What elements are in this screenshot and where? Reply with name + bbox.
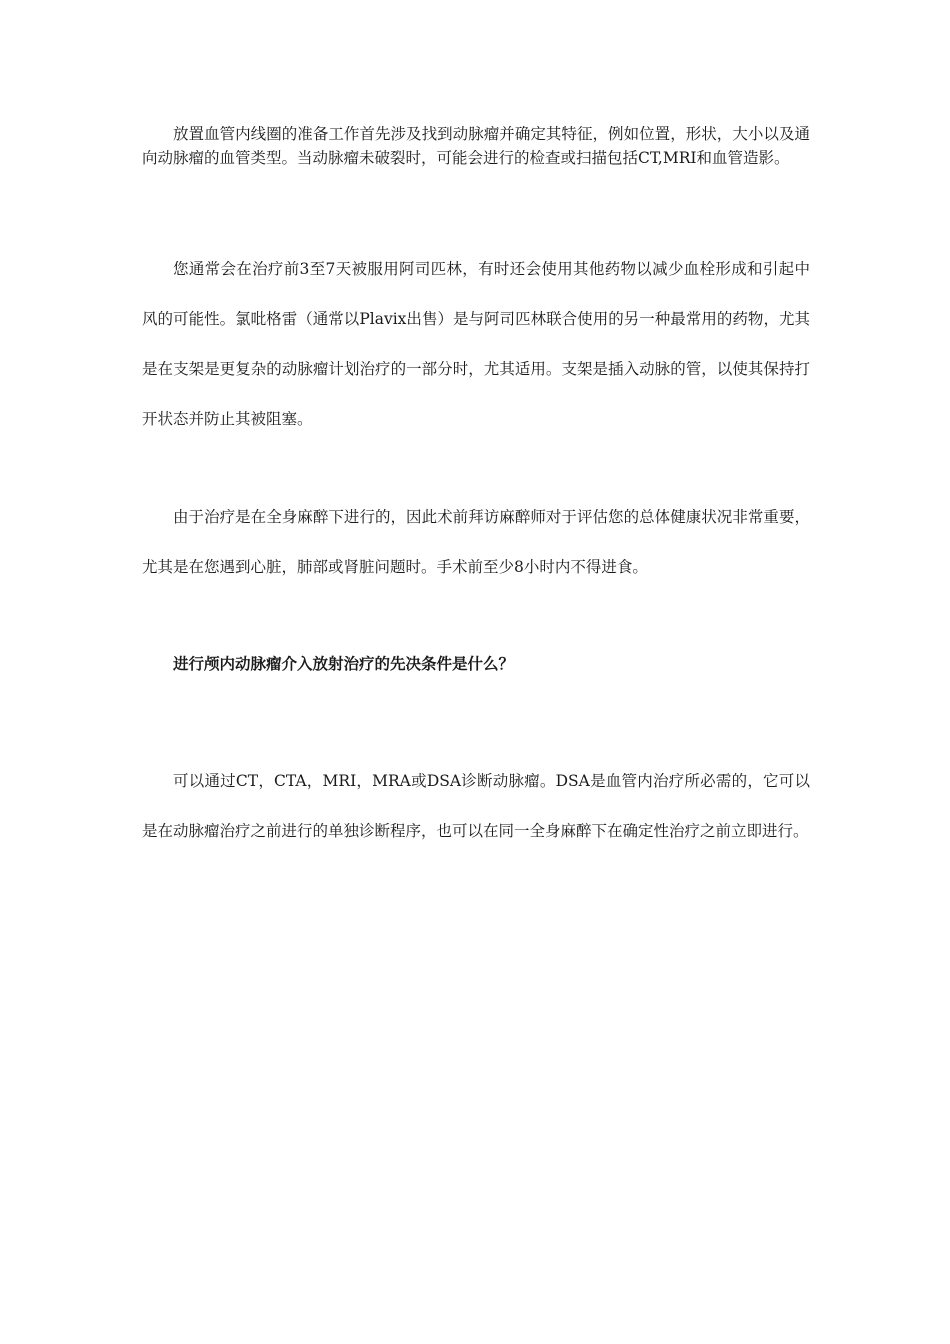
paragraph-diagnosis: 可以通过CT，CTA，MRI，MRA或DSA诊断动脉瘤。DSA是血管内治疗所必需的，它可以是在动脉瘤治疗之前进行的单独诊断程序，也可以在同一全身麻醉下在确定性治疗之前立即进行。 xyxy=(142,772,810,840)
paragraph-preparation: 放置血管内线圈的准备工作首先涉及找到动脉瘤并确定其特征，例如位置，形状，大小以及通向动脉瘤的血管类型。当动脉瘤未破裂时，可能会进行的检查或扫描包括CT,MRI和血管造影。 xyxy=(142,125,810,167)
section-heading: 进行颅内动脉瘤介入放射治疗的先决条件是什么？ xyxy=(173,654,515,673)
paragraph-medication: 您通常会在治疗前3至7天被服用阿司匹林，有时还会使用其他药物以减少血栓形成和引起中风的可能性。氯吡格雷（通常以Plavix出售）是与阿司匹林联合使用的另一种最常用的药物，尤其是在支架是更复杂的动脉瘤计划治疗的一部分时，尤其适用。支架是插入动脉的管，以使其保持打开状态并防止其被阻塞。 xyxy=(142,260,810,428)
paragraph-anesthesia: 由于治疗是在全身麻醉下进行的，因此术前拜访麻醉师对于评估您的总体健康状况非常重要，尤其是在您遇到心脏，肺部或肾脏问题时。手术前至少8小时内不得进食。 xyxy=(142,508,810,576)
